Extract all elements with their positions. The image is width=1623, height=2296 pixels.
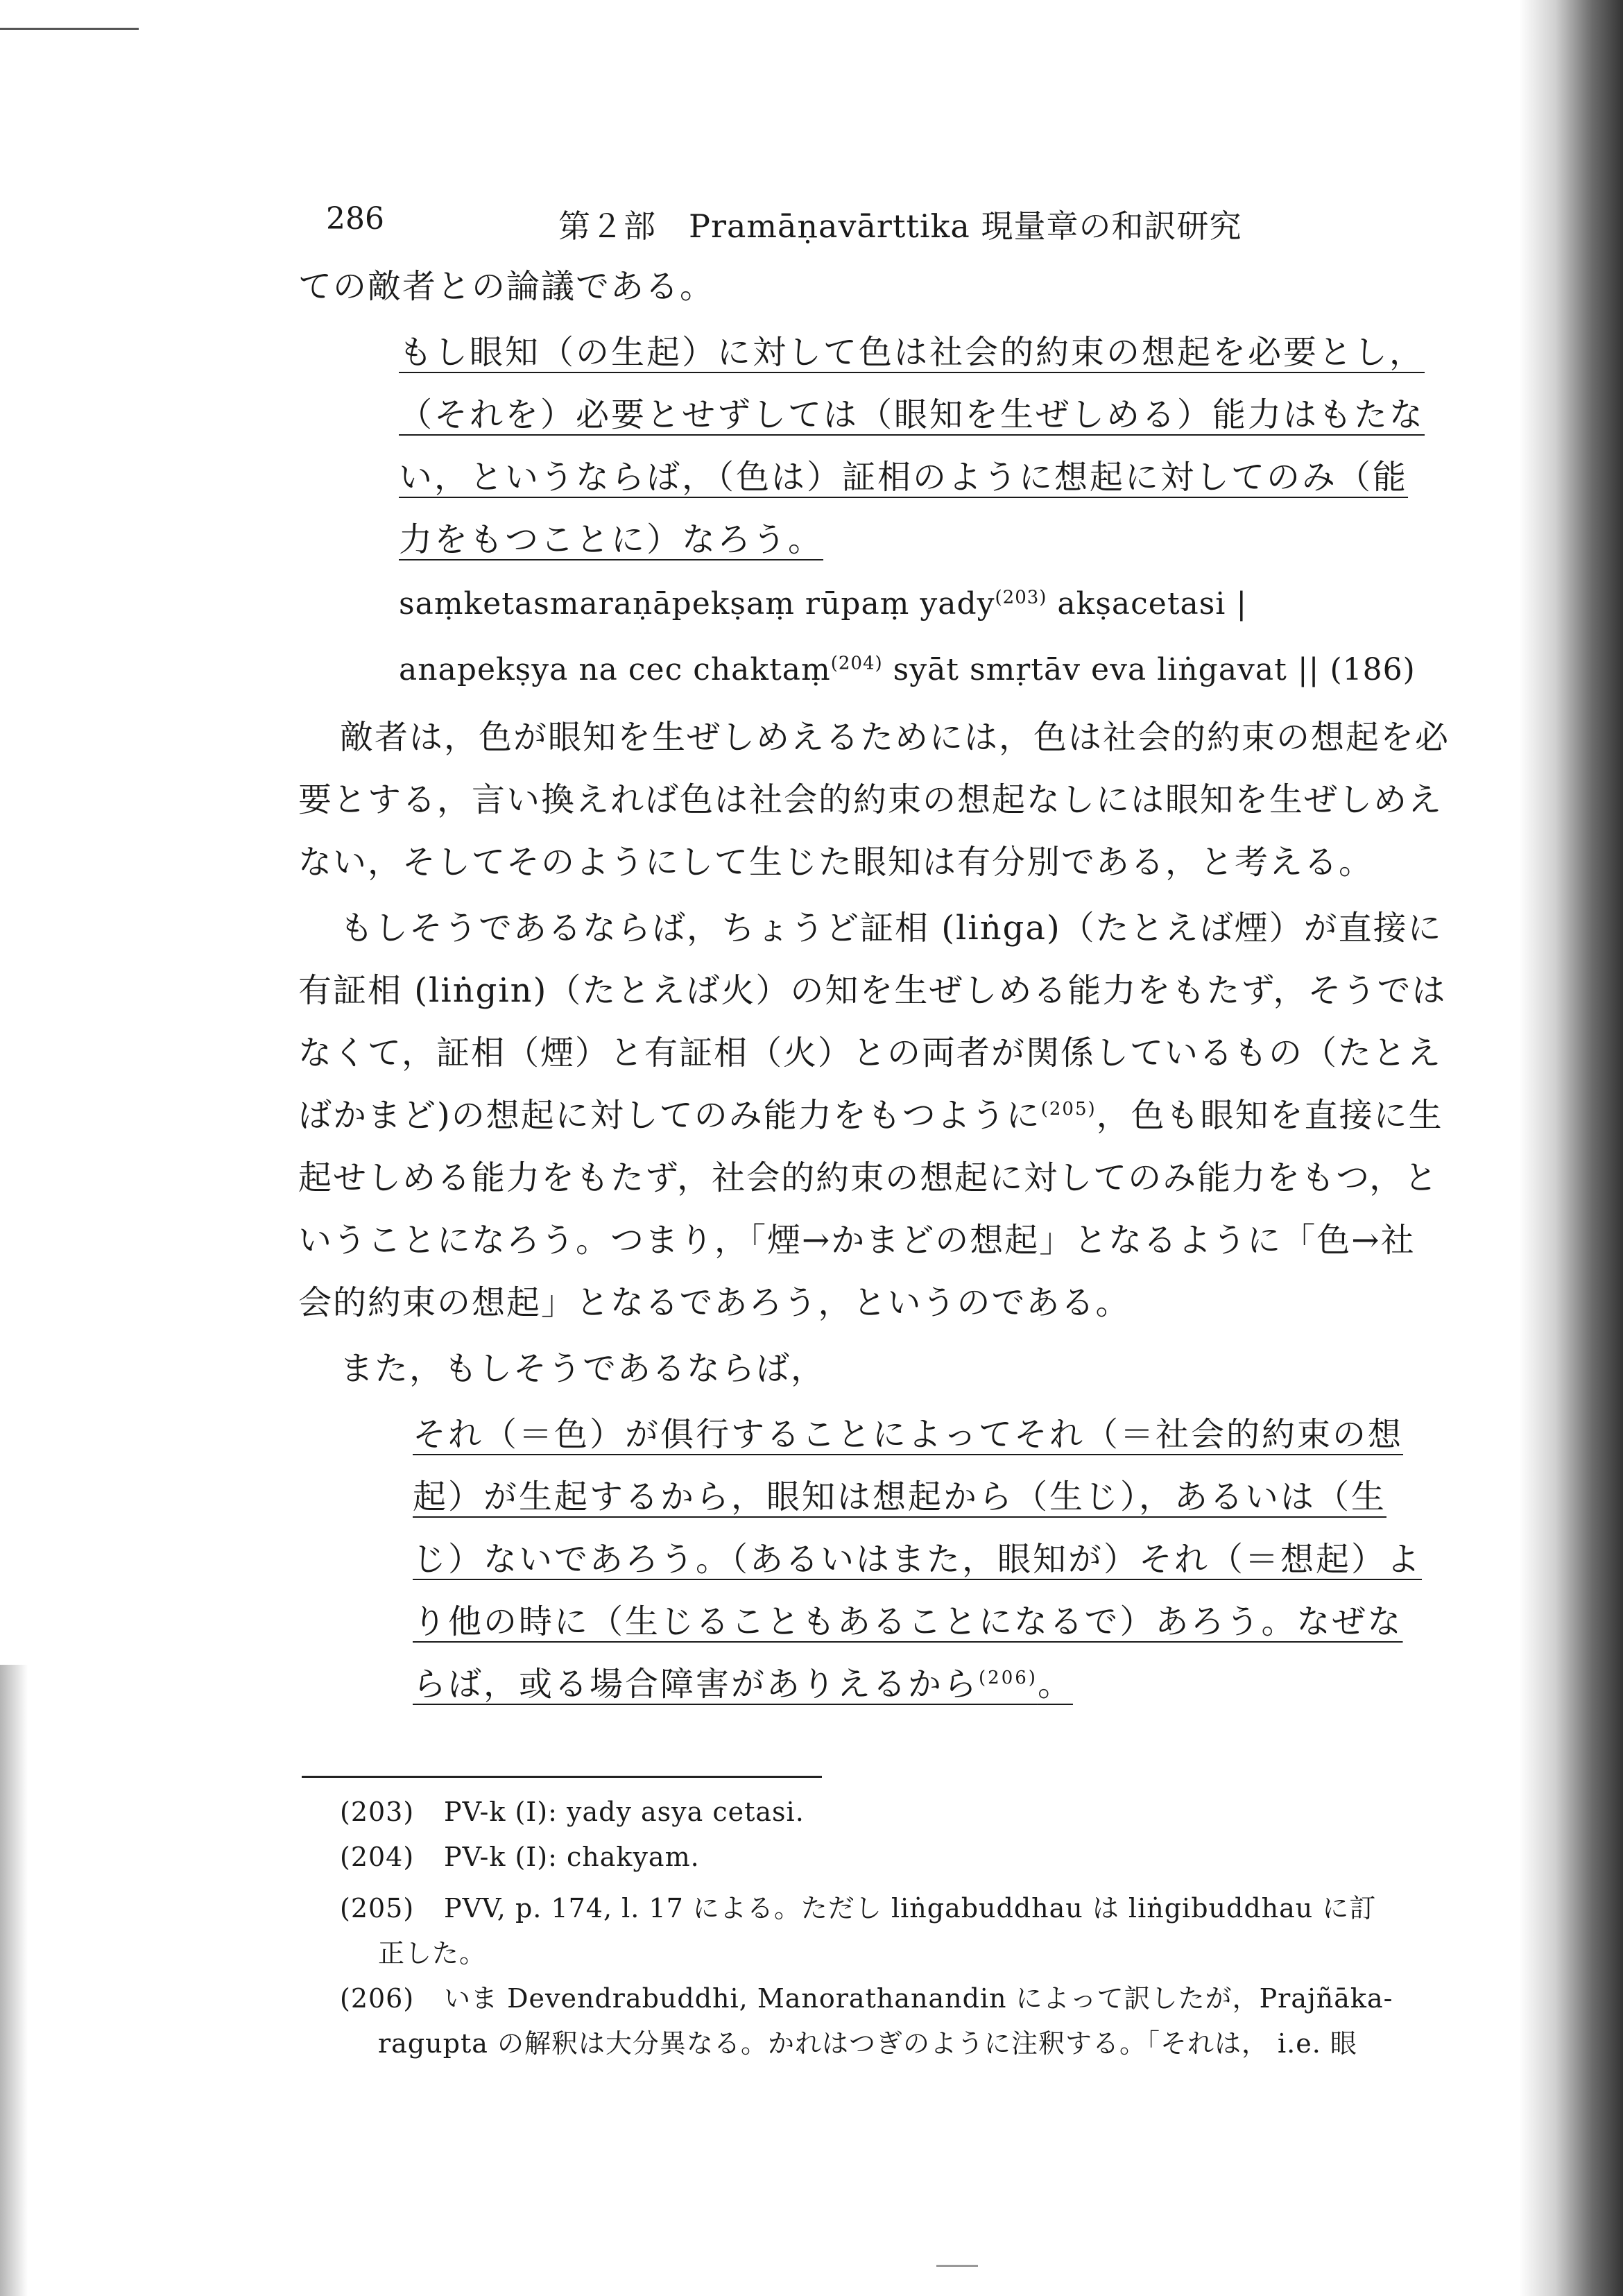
- sanskrit-line-2: [399, 652, 1416, 689]
- verse-line: じ）ないであろう。（あるいはまた，眼知が）それ（＝想起）よ: [413, 1540, 1423, 1579]
- verse-text: らば，或る場合障害がありえるから: [413, 1665, 979, 1704]
- footnote-text: PVV, p. 174, l. 17 による。ただし liṅgabuddhau は liṅgibuddhau に訂: [444, 1893, 1377, 1924]
- footnote-number: (205): [340, 1893, 415, 1924]
- verse-line: り他の時に（生じることもあることになるで）あろう。なぜな: [413, 1602, 1403, 1641]
- paragraph-line: 要とする，言い換えれば色は社会的約束の想起なしには眼知を生ぜしめえ: [298, 780, 1443, 819]
- paragraph-text: ばかまど)の想起に対してのみ能力をもつように: [298, 1096, 1041, 1135]
- paragraph-line: いうことになろう。つまり，「煙→かまどの想起」となるように「色→社: [298, 1221, 1416, 1260]
- footnote: [340, 1797, 805, 1827]
- paragraph-line: [298, 1096, 1443, 1136]
- footnote-ref: (205): [1040, 1099, 1097, 1120]
- page-header: [326, 201, 1450, 257]
- paragraph-line: ない，そしてそのようにして生じた眼知は有分別である，と考える。: [298, 843, 1374, 882]
- sanskrit-text: syāt smṛtāv eva liṅgavat || (186): [882, 652, 1416, 687]
- footnote: [340, 1887, 1376, 1925]
- sanskrit-text: saṃketasmaraṇāpekṣaṃ rūpaṃ yady: [399, 586, 995, 622]
- sanskrit-line-1: [399, 586, 1247, 623]
- footnote-continuation: ragupta の解釈は大分異なる。かれはつぎのように注釈する。「それは， i.e. 眼: [378, 2028, 1357, 2059]
- footnote-number: (206): [340, 1983, 415, 2014]
- sanskrit-text: akṣacetasi |: [1047, 586, 1248, 622]
- paragraph-line: また，もしそうであるならば，: [340, 1349, 826, 1388]
- paragraph-line: 有証相 (liṅgin)（たとえば火）の知を生ぜしめる能力をもたず，そうでは: [298, 971, 1447, 1010]
- footnote-text: いま Devendrabuddhi, Manorathanandin によって訳したが，Prajñāka-: [444, 1983, 1393, 2014]
- running-head: 第２部 Pramāṇavārttika 現量章の和訳研究: [558, 207, 1242, 245]
- paragraph-line: もしそうであるならば，ちょうど証相 (liṅga)（たとえば煙）が直接に: [340, 909, 1443, 948]
- verse-text: 。: [1037, 1665, 1073, 1704]
- footnote: [340, 1977, 1393, 2015]
- footnote-ref: (203): [995, 587, 1047, 608]
- sanskrit-text: anapekṣya na cec chaktaṃ: [399, 652, 831, 687]
- paragraph-text: ，色も眼知を直接に生: [1096, 1096, 1443, 1135]
- paragraph-line: 会的約束の想起」となるであろう，というのである。: [298, 1283, 1131, 1322]
- verse-line: もし眼知（の生起）に対して色は社会的約束の想起を必要とし，: [399, 333, 1425, 372]
- footnote: [340, 1842, 700, 1872]
- verse-line: い，というならば，（色は）証相のように想起に対してのみ（能: [399, 458, 1409, 497]
- paragraph-line: なくて，証相（煙）と有証相（火）との両者が関係しているもの（たとえ: [298, 1034, 1443, 1072]
- paragraph-line: 敵者は，色が眼知を生ぜしめえるためには，色は社会的約束の想起を必: [340, 718, 1450, 757]
- page-number: 286: [326, 201, 384, 237]
- footnote-ref: (204): [830, 653, 883, 674]
- verse-line: 起）が生起するから，眼知は想起から（生じ），あるいは（生: [413, 1477, 1387, 1516]
- footnote-text: PV-k (I): yady asya cetasi.: [444, 1797, 805, 1827]
- footnote-number: (204): [340, 1842, 415, 1872]
- paragraph-line: 起せしめる能力をもたず，社会的約束の想起に対してのみ能力をもつ，と: [298, 1158, 1439, 1197]
- footnote-continuation: 正した。: [378, 1938, 487, 1969]
- footnote-ref: (206): [979, 1668, 1038, 1688]
- verse-line: （それを）必要とせずしては（眼知を生ぜしめる）能力はもたな: [399, 395, 1425, 434]
- verse-line: それ（＝色）が俱行することによってそれ（＝社会的約束の想: [413, 1415, 1404, 1454]
- footnote-divider: [302, 1776, 822, 1778]
- verse-line: [413, 1665, 1073, 1705]
- verse-line: 力をもつことに）なろう。: [399, 520, 824, 559]
- body-line: ての敵者との論議である。: [298, 267, 715, 306]
- footnote-text: PV-k (I): chakyam.: [444, 1842, 700, 1872]
- footnote-number: (203): [340, 1797, 415, 1827]
